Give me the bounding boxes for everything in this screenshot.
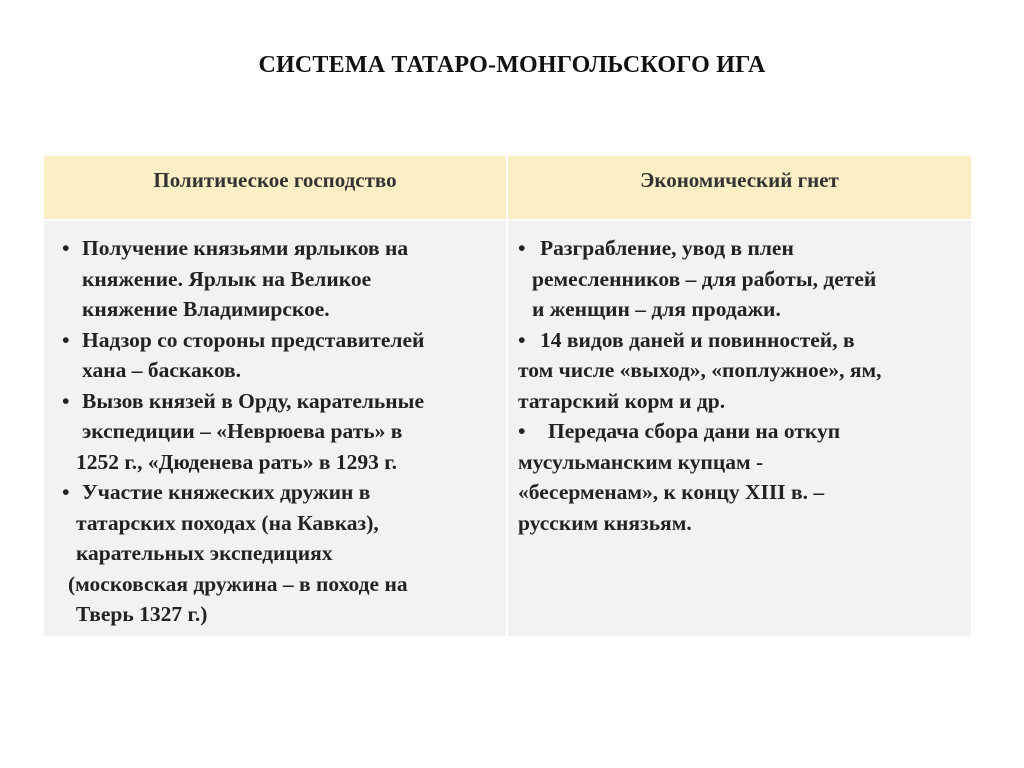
right-bullet-line [518, 416, 961, 447]
yoke-system-table [44, 156, 971, 636]
bullet-dot-icon: • [62, 480, 70, 504]
left-bullet-line: княжение Владимирское. [82, 297, 330, 321]
left-bullet-item [54, 325, 496, 386]
left-bullet-line [54, 325, 496, 356]
left-bullet-line [54, 386, 496, 417]
table-header-row [44, 156, 971, 220]
header-economic-oppression: Экономический гнет [507, 156, 971, 220]
right-bullet-text: 14 видов даней и повинностей, в [540, 327, 855, 352]
left-bullet-item [54, 386, 496, 478]
bullet-dot-icon: • [62, 327, 70, 352]
right-bullet-item [518, 416, 961, 538]
slide-title: СИСТЕМА ТАТАРО-МОНГОЛЬСКОГО ИГА [258, 52, 766, 78]
economic-cell [507, 220, 971, 636]
right-bullet-text: Передача сбора дани на откуп [548, 419, 841, 443]
left-bullet-item [54, 233, 496, 325]
left-bullet-item [54, 477, 496, 630]
bullet-dot-icon: • [62, 236, 70, 260]
left-bullet-line: хана – баскаков. [82, 358, 242, 382]
left-bullet-line: карательных экспедициях [76, 541, 333, 565]
bullet-dot-icon: • [518, 327, 526, 352]
political-bullet-list [54, 233, 496, 630]
left-bullet-text: Надзор со стороны представителей [82, 327, 425, 352]
left-bullet-text: Вызов князей в Орду, карательные [82, 388, 425, 413]
left-bullet-text: Участие княжеских дружин в [82, 480, 371, 504]
bullet-dot-icon: • [62, 388, 70, 413]
right-bullet-item [518, 325, 961, 417]
economic-bullet-list [518, 233, 961, 538]
political-cell [44, 220, 507, 636]
left-bullet-line: 1252 г., «Дюденева рать» в 1293 г. [76, 449, 397, 474]
right-bullet-line: «бесерменам», к концу XIII в. – [518, 480, 825, 504]
left-bullet-line [54, 233, 496, 264]
right-bullet-line: и женщин – для продажи. [532, 297, 781, 321]
bullet-dot-icon: • [518, 419, 526, 443]
right-bullet-line: мусульманским купцам - [518, 449, 764, 474]
left-bullet-line: княжение. Ярлык на Великое [82, 266, 372, 291]
right-bullet-line: ремесленников – для работы, детей [532, 266, 877, 291]
right-bullet-text: Разграбление, увод в плен [540, 236, 794, 260]
left-bullet-line: татарских походах (на Кавказ), [76, 510, 379, 535]
right-bullet-item [518, 233, 961, 325]
table-body-row [44, 220, 971, 636]
right-bullet-line: русским князьям. [518, 510, 692, 535]
left-bullet-line: (московская дружина – в походе на [68, 571, 408, 596]
right-bullet-line [518, 233, 961, 264]
left-bullet-line: экспедиции – «Неврюева рать» в [82, 419, 403, 443]
right-bullet-line: татарский корм и др. [518, 388, 726, 413]
header-political-domination: Политическое господство [44, 156, 507, 220]
right-bullet-line [518, 325, 961, 356]
left-bullet-line: Тверь 1327 г.) [76, 602, 208, 626]
right-bullet-line: том числе «выход», «поплужное», ям, [518, 358, 882, 382]
bullet-dot-icon: • [518, 236, 526, 260]
left-bullet-line [54, 477, 496, 508]
left-bullet-text: Получение князьями ярлыков на [82, 236, 409, 260]
